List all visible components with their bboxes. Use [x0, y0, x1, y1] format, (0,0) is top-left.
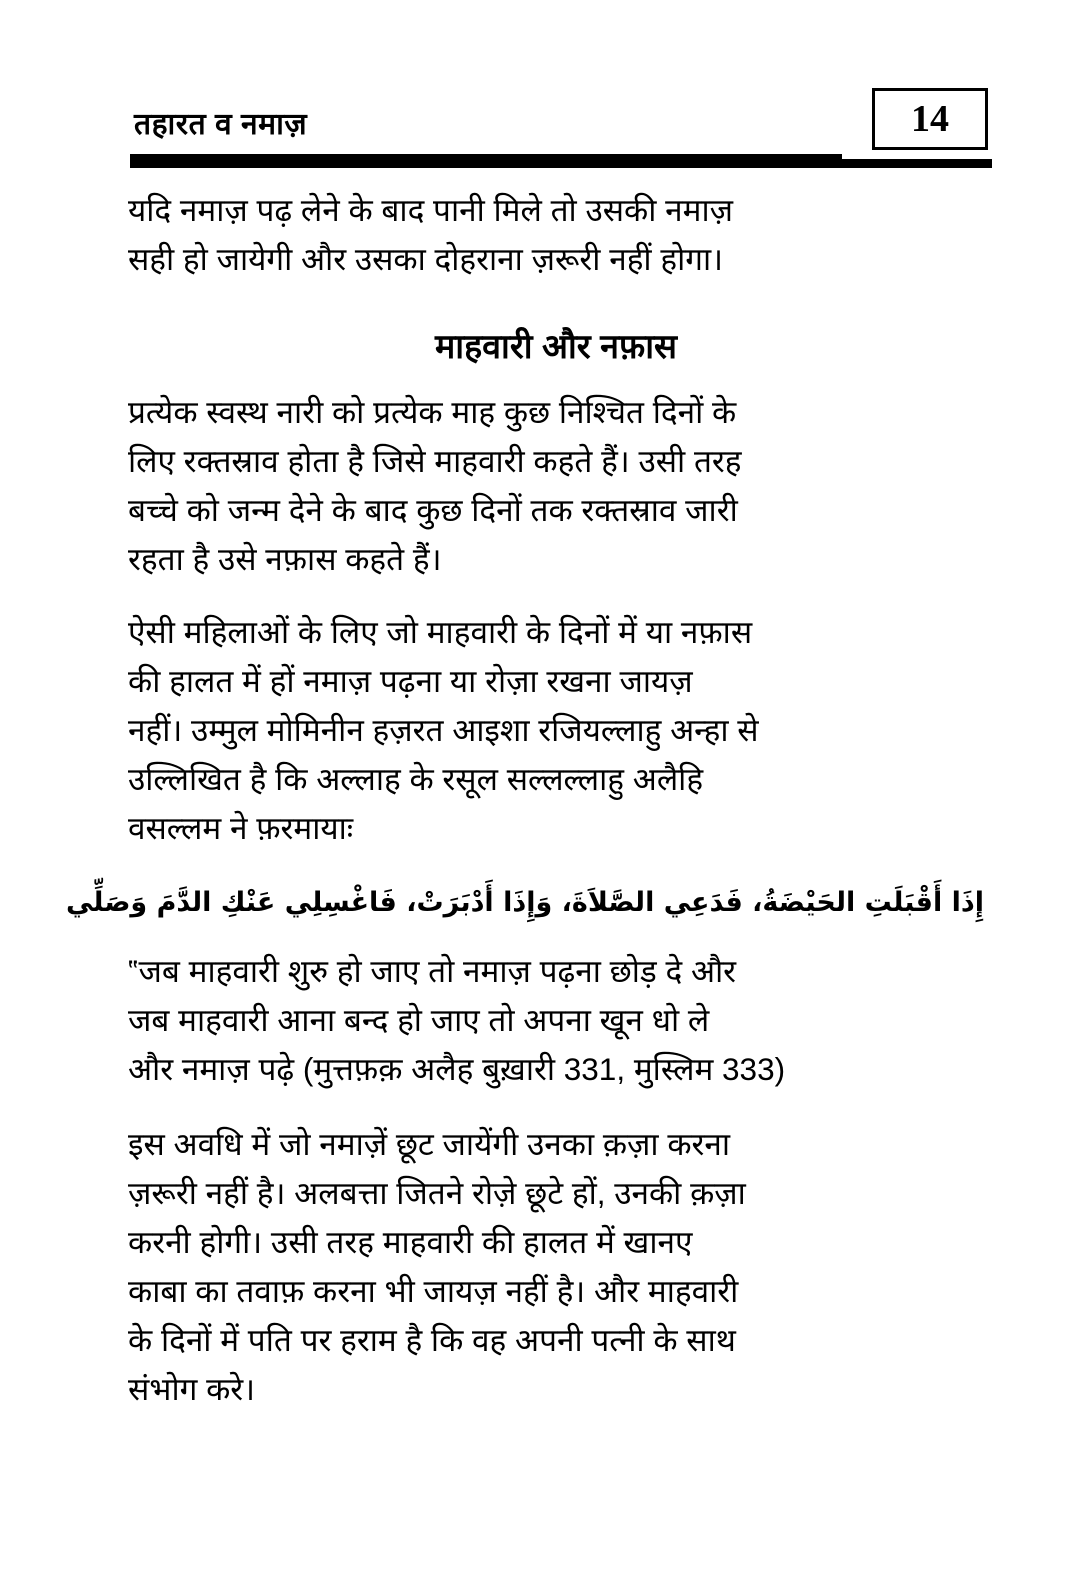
paragraph-line	[128, 388, 984, 437]
paragraph-line	[128, 706, 984, 755]
running-head-title: तहारत व नमाज़	[134, 108, 308, 141]
intro-paragraph	[128, 186, 984, 284]
line-text: यदि नमाज़ पढ़ लेने के बाद पानी मिले तो उसकी नमाज़	[128, 192, 733, 228]
line-text: और नमाज़ पढ़े (मुत्तफ़क़ अलैह बुख़ारी 331, मुस्लिम 333)	[128, 1051, 786, 1087]
page-number: 14	[911, 98, 949, 140]
line-text: नहीं। उम्मुल मोमिनीन हज़रत आइशा रजियल्लाहु अन्हा से	[128, 712, 759, 748]
paragraph-line	[128, 755, 984, 804]
line-text: वसल्लम ने फ़रमायाः	[128, 810, 354, 846]
header-rule-lower	[130, 159, 992, 168]
paragraph-line	[128, 1267, 984, 1316]
paragraph-line	[128, 947, 984, 996]
paragraph-line	[128, 1169, 984, 1218]
paragraph-line	[128, 1365, 984, 1414]
paragraph-line	[128, 608, 984, 657]
line-text: के दिनों में पति पर हराम है कि वह अपनी पत्नी के साथ	[128, 1322, 736, 1358]
paragraph-line	[128, 1218, 984, 1267]
paragraph-ruling-prayer-fasting	[128, 608, 984, 853]
paragraph-line	[128, 235, 984, 284]
line-text: ऐसी महिलाओं के लिए जो माहवारी के दिनों में या नफ़ास	[128, 614, 753, 650]
paragraph-line	[128, 1120, 984, 1169]
spacer	[128, 1110, 984, 1120]
spacer	[128, 298, 984, 308]
paragraph-line	[128, 1316, 984, 1365]
arabic-hadith-quotation: إِذَا أَقْبَلَتِ الحَيْضَةُ، فَدَعِي الصَّلاَةَ، وَإِذَا أَدْبَرَتْ، فَاغْسِلِي عَنْكِ الدَّمَ وَصَلِّي	[65, 887, 984, 918]
line-text: सही हो जायेगी और उसका दोहराना ज़रूरी नहीं होगा।	[128, 241, 724, 277]
paragraph-missed-prayers-ruling	[128, 1120, 984, 1414]
line-text: ‟जब माहवारी शुरु हो जाए तो नमाज़ पढ़ना छोड़ दे और	[128, 953, 737, 989]
line-text: काबा का तवाफ़ करना भी जायज़ नहीं है। और माहवारी	[128, 1273, 739, 1309]
paragraph-hadith-translation	[128, 947, 984, 1094]
page-body	[65, 186, 984, 1414]
line-text: जब माहवारी आना बन्द हो जाए तो अपना खून धो ले	[128, 1002, 710, 1038]
line-text: रहता है उसे नफ़ास कहते हैं।	[128, 541, 442, 577]
line-text: करनी होगी। उसी तरह माहवारी की हालत में खानए	[128, 1224, 693, 1260]
paragraph-line-citation	[128, 1045, 984, 1094]
line-text: बच्चे को जन्म देने के बाद कुछ दिनों तक रक्तस्राव जारी	[128, 492, 738, 528]
line-text: इस अवधि में जो नमाज़ें छूट जायेंगी उनका क़ज़ा करना	[128, 1126, 731, 1162]
spacer	[128, 598, 984, 608]
paragraph-line	[128, 186, 984, 235]
paragraph-menstruation-definition	[128, 388, 984, 584]
line-text: संभोग करे।	[128, 1371, 256, 1407]
paragraph-line	[128, 996, 984, 1045]
section-heading: माहवारी और नफ़ास	[434, 328, 678, 366]
line-text: की हालत में हों नमाज़ पढ़ना या रोज़ा रखना जायज़	[128, 663, 693, 699]
line-text: प्रत्येक स्वस्थ नारी को प्रत्येक माह कुछ निश्चित दिनों के	[128, 394, 737, 430]
line-text: लिए रक्तस्राव होता है जिसे माहवारी कहते हैं। उसी तरह	[128, 443, 742, 479]
paragraph-line	[128, 535, 984, 584]
paragraph-line	[128, 437, 984, 486]
line-text: ज़रूरी नहीं है। अलबत्ता जितने रोज़े छूटे हों, उनकी क़ज़ा	[128, 1175, 746, 1211]
paragraph-line	[128, 804, 984, 853]
line-text: उल्लिखित है कि अल्लाह के रसूल सल्लल्लाहु अलैहि	[128, 761, 704, 797]
page-number-box	[872, 88, 988, 150]
paragraph-line	[128, 486, 984, 535]
page-header	[112, 88, 980, 168]
paragraph-line	[128, 657, 984, 706]
